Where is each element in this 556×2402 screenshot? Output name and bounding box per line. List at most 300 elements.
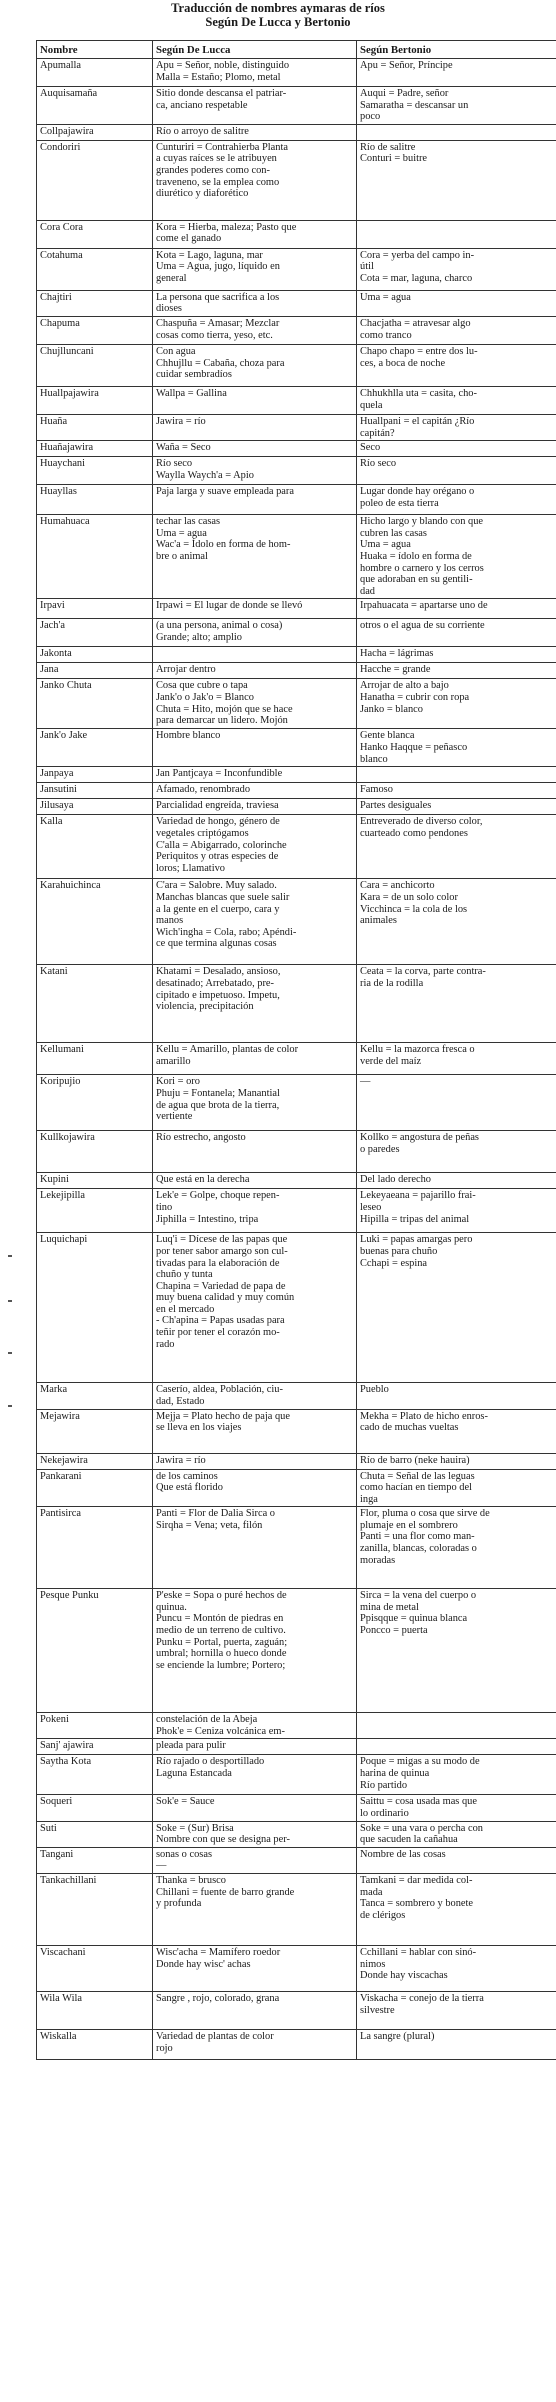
cell-name: Kullkojawira — [37, 1131, 153, 1173]
cell-bertonio — [357, 344, 556, 386]
cell-name: Pankarani — [37, 1469, 153, 1507]
cell-line: — — [360, 1076, 371, 1088]
cell-lucca — [153, 1233, 357, 1383]
cell-bertonio — [357, 767, 556, 783]
cell-line: (a una persona, animal o cosa) — [156, 620, 283, 632]
cell-name: Pantisirca — [37, 1507, 153, 1589]
cell-bertonio — [357, 316, 556, 344]
cell-line: Variedad de hongo, género de — [156, 816, 280, 828]
cell-name: Janko Chuta — [37, 679, 153, 729]
cell-lucca — [153, 1453, 357, 1469]
cell-line: Uma = agua — [156, 527, 207, 539]
cell-line: Auqui = Padre, señor — [360, 88, 449, 99]
cell-name: Koripujio — [37, 1075, 153, 1131]
cell-lucca — [153, 799, 357, 815]
cell-line: Cchapi = espina — [360, 1257, 428, 1269]
cell-line: Río de salitre — [360, 141, 416, 153]
cell-line: Kollko = angostura de peñas — [360, 1132, 479, 1144]
cell-line: Río o arroyo de salitre — [156, 125, 249, 137]
cell-line: Kota = Lago, laguna, mar — [156, 249, 263, 261]
cell-line: Parcialidad engreída, traviesa — [156, 800, 279, 812]
cell-line: inga — [360, 1493, 378, 1505]
cell-name: Jansutini — [37, 783, 153, 799]
cell-line: - Ch'apina = Papas usadas para — [156, 1315, 285, 1327]
table-row — [37, 767, 556, 783]
cell-line: Waña = Seco — [156, 442, 211, 454]
cell-lucca — [153, 1589, 357, 1713]
cell-line: otros o el agua de su corriente — [360, 620, 485, 632]
cell-line: quela — [360, 399, 383, 411]
cell-line: Sangre , rojo, colorado, grana — [156, 1993, 280, 2005]
cell-name: Huallpajawira — [37, 386, 153, 414]
cell-line: Laguna Estancada — [156, 1768, 232, 1780]
cell-line: de agua que brota de la tierra, — [156, 1099, 280, 1111]
cell-line: Vicchinca = la cola de los — [360, 903, 468, 915]
cell-line: Grande; alto; amplio — [156, 631, 242, 643]
cell-line: vertiente — [156, 1111, 193, 1123]
cell-lucca — [153, 1713, 357, 1739]
cell-name: Huayllas — [37, 485, 153, 515]
cell-line: diurético y diaforético — [156, 188, 249, 200]
cell-lucca — [153, 1075, 357, 1131]
cell-name: Cora Cora — [37, 220, 153, 248]
cell-line: Cchillani = hablar con sinó- — [360, 1947, 477, 1959]
table-row — [37, 290, 556, 316]
table-header-row — [37, 41, 556, 59]
cell-line: Wich'ingha = Cola, rabo; Apéndi- — [156, 926, 297, 938]
cell-bertonio — [357, 515, 556, 599]
cell-line: útil — [360, 261, 374, 273]
table-row — [37, 485, 556, 515]
cell-name: Jana — [37, 663, 153, 679]
cell-line: C'alla = Abigarrado, colorinche — [156, 839, 287, 851]
cell-line: Río seco — [156, 458, 193, 470]
cell-line: desatinado; Arrebatado, pre- — [156, 977, 275, 989]
cell-line: Samaratha = descansar un — [360, 99, 469, 111]
cell-line: blanco — [360, 753, 388, 765]
cell-line: manos — [156, 915, 184, 927]
cell-line: Manchas blancas que suele salir — [156, 891, 290, 903]
cell-line: tivadas para la elaboración de — [156, 1257, 280, 1269]
cell-line: Phuju = Fontanela; Manantial — [156, 1087, 280, 1099]
cell-line: animales — [360, 915, 397, 927]
cell-bertonio — [357, 1713, 556, 1739]
cell-line: Kori = oro — [156, 1076, 200, 1088]
cell-bertonio — [357, 2030, 556, 2060]
cell-line: mina de metal — [360, 1601, 419, 1613]
table-row — [37, 248, 556, 290]
cell-bertonio — [357, 1507, 556, 1589]
cell-lucca — [153, 2030, 357, 2060]
table-row — [37, 1847, 556, 1873]
cell-line: Cora = yerba del campo in- — [360, 249, 475, 261]
cell-line: rado — [156, 1338, 175, 1350]
table-row — [37, 1131, 556, 1173]
margin-mark — [8, 1352, 12, 1354]
cell-bertonio — [357, 140, 556, 220]
table-row — [37, 1507, 556, 1589]
table-row — [37, 815, 556, 879]
cell-line: umbral; hornilla o hueco donde — [156, 1648, 287, 1660]
table-row — [37, 457, 556, 485]
cell-bertonio — [357, 59, 556, 87]
table-row — [37, 663, 556, 679]
cell-line: Chuta = Hito, mojón que se hace — [156, 703, 293, 715]
cell-line: general — [156, 272, 187, 284]
table-row — [37, 1189, 556, 1233]
cell-line: constelación de la Abeja — [156, 1714, 258, 1726]
column-header-name: Nombre — [37, 41, 153, 59]
cell-name: Huañajawira — [37, 441, 153, 457]
cell-line: techar las casas — [156, 516, 221, 528]
cell-name: Apumalla — [37, 59, 153, 87]
cell-line: Hipilla = tripas del animal — [360, 1213, 470, 1225]
cell-line: Viskacha = conejo de la tierra — [360, 1993, 484, 2005]
cell-bertonio — [357, 1131, 556, 1173]
cell-line: dad, Estado — [156, 1395, 205, 1407]
cell-line: Ppisqque = quinua blanca — [360, 1613, 468, 1625]
cell-line: Hanatha = cubrir con ropa — [360, 691, 470, 703]
table-row — [37, 783, 556, 799]
table-row — [37, 140, 556, 220]
cell-line: Río seco — [360, 458, 397, 470]
cell-bertonio — [357, 1795, 556, 1821]
cell-line: Famoso — [360, 784, 393, 796]
cell-line: Jan Pantjcaya = Inconfundible — [156, 768, 283, 780]
cell-name: Soqueri — [37, 1795, 153, 1821]
cell-lucca — [153, 441, 357, 457]
cell-line: silvestre — [360, 2004, 395, 2016]
cell-line: Chuta = Señal de las leguas — [360, 1470, 475, 1482]
title-line-1: Traducción de nombres aymaras de ríos — [171, 1, 385, 15]
cell-name: Irpavi — [37, 599, 153, 619]
table-row — [37, 1409, 556, 1453]
cell-lucca — [153, 248, 357, 290]
cell-line: Cota = mar, laguna, charco — [360, 272, 473, 284]
cell-line: Mejja = Plato hecho de paja que — [156, 1410, 290, 1422]
cell-lucca — [153, 783, 357, 799]
cell-line: grandes poderes como con- — [156, 164, 270, 176]
cell-line: se lleva en los viajes — [156, 1422, 242, 1434]
column-header-bertonio: Según Bertonio — [357, 41, 556, 59]
cell-line: y profunda — [156, 1898, 202, 1910]
cell-line: Soke = una vara o percha con — [360, 1822, 483, 1834]
cell-line: Lek'e = Golpe, choque repen- — [156, 1190, 280, 1202]
cell-line: Huallpani = el capitán ¿Río — [360, 415, 475, 427]
cell-line: Periquitos y otras especies de — [156, 851, 279, 863]
table-row — [37, 1795, 556, 1821]
cell-line: cubren las casas — [360, 527, 427, 539]
cell-line: Lugar donde hay orégano o — [360, 486, 475, 498]
cell-name: Kalla — [37, 815, 153, 879]
cell-name: Collpajawira — [37, 124, 153, 140]
cell-line: Jiphilla = Intestino, tripa — [156, 1213, 259, 1225]
table-row — [37, 1874, 556, 1946]
cell-line: Afamado, renombrado — [156, 784, 251, 796]
cell-name: Jank'o Jake — [37, 729, 153, 767]
cell-bertonio — [357, 386, 556, 414]
cell-line: loros; Llamativo — [156, 862, 225, 874]
table-row — [37, 729, 556, 767]
cell-line: tino — [156, 1201, 173, 1213]
cell-bertonio — [357, 290, 556, 316]
cell-lucca — [153, 220, 357, 248]
cell-bertonio — [357, 599, 556, 619]
cell-line: Thanka = brusco — [156, 1875, 226, 1887]
cell-bertonio — [357, 1409, 556, 1453]
cell-bertonio — [357, 1043, 556, 1075]
cell-line: Río estrecho, angosto — [156, 1132, 246, 1144]
cell-line: como hacían en tiempo del — [360, 1482, 472, 1494]
cell-line: Panti = una flor como man- — [360, 1531, 475, 1543]
cell-lucca — [153, 729, 357, 767]
cell-name: Viscachani — [37, 1946, 153, 1992]
cell-line: Seco — [360, 442, 381, 454]
cell-line: Nombre de las cosas — [360, 1848, 446, 1860]
cell-name: Jach'a — [37, 619, 153, 647]
table-row — [37, 1075, 556, 1131]
cell-bertonio — [357, 815, 556, 879]
cell-line: cuidar sembradíos — [156, 369, 232, 381]
cell-bertonio — [357, 414, 556, 440]
table-row — [37, 441, 556, 457]
cell-bertonio — [357, 1821, 556, 1847]
cell-line: Partes desiguales — [360, 800, 432, 812]
cell-lucca — [153, 344, 357, 386]
table-row — [37, 799, 556, 815]
cell-lucca — [153, 619, 357, 647]
cell-line: Jawira = río — [156, 415, 206, 427]
cell-name: Tankachillani — [37, 1874, 153, 1946]
cell-line: Kara = de un solo color — [360, 891, 458, 903]
cell-name: Mejawira — [37, 1409, 153, 1453]
cell-line: Chhujllu = Cabaña, choza para — [156, 357, 285, 369]
table-row — [37, 1043, 556, 1075]
cell-line: poleo de esta tierra — [360, 497, 439, 509]
cell-bertonio — [357, 220, 556, 248]
cell-lucca — [153, 647, 357, 663]
cell-line: Hanko Haqque = peñasco — [360, 741, 468, 753]
table-row — [37, 879, 556, 965]
cell-line: Wisc'acha = Mamífero roedor — [156, 1947, 281, 1959]
cell-line: cosas como tierra, yeso, etc. — [156, 329, 273, 341]
table-row — [37, 619, 556, 647]
cell-bertonio — [357, 1874, 556, 1946]
cell-line: dioses — [156, 303, 182, 315]
table-row — [37, 344, 556, 386]
cell-lucca — [153, 1469, 357, 1507]
cell-line: ce que termina algunas cosas — [156, 938, 277, 950]
cell-line: Sitio donde descansa el patriar- — [156, 88, 287, 99]
cell-line: Del lado derecho — [360, 1174, 431, 1186]
cell-name: Suti — [37, 1821, 153, 1847]
cell-bertonio — [357, 1469, 556, 1507]
cell-line: Donde hay viscachas — [360, 1970, 448, 1982]
cell-line: Punku = Portal, puerta, zaguán; — [156, 1636, 288, 1648]
table-row — [37, 1713, 556, 1739]
cell-name: Katani — [37, 965, 153, 1043]
margin-mark — [8, 1405, 12, 1407]
cell-line: Phok'e = Ceniza volcánica em- — [156, 1725, 285, 1737]
cell-lucca — [153, 679, 357, 729]
cell-line: mada — [360, 1886, 383, 1898]
cell-line: Khatami = Desalado, ansioso, — [156, 966, 281, 978]
margin-mark — [8, 1300, 12, 1302]
cell-bertonio — [357, 679, 556, 729]
table-row — [37, 1233, 556, 1383]
cell-line: lo ordinario — [360, 1808, 409, 1820]
cell-bertonio — [357, 1589, 556, 1713]
cell-name: Marka — [37, 1383, 153, 1409]
cell-line: ces, a boca de noche — [360, 357, 446, 369]
cell-bertonio — [357, 1383, 556, 1409]
cell-line: buenas para chuño — [360, 1245, 438, 1257]
cell-line: La persona que sacrifica a los — [156, 291, 280, 303]
cell-line: Poque = migas a su modo de — [360, 1756, 480, 1768]
cell-line: cado de muchas vueltas — [360, 1422, 459, 1434]
cell-name: Chajtiri — [37, 290, 153, 316]
cell-lucca — [153, 1755, 357, 1795]
cell-bertonio — [357, 1755, 556, 1795]
cell-line: Nombre con que se designa per- — [156, 1834, 290, 1846]
cell-name: Chujlluncani — [37, 344, 153, 386]
cell-line: Chapina = Variedad de papa de — [156, 1280, 286, 1292]
margin-mark — [8, 1255, 12, 1257]
table-row — [37, 1589, 556, 1713]
cell-bertonio — [357, 783, 556, 799]
cell-line: Que está en la derecha — [156, 1174, 250, 1186]
cell-name: Tangani — [37, 1847, 153, 1873]
cell-line: cuarteado como pendones — [360, 827, 468, 839]
cell-lucca — [153, 1795, 357, 1821]
cell-name: Kupini — [37, 1173, 153, 1189]
cell-bertonio — [357, 647, 556, 663]
cell-line: — — [156, 1860, 167, 1872]
cell-bertonio — [357, 1233, 556, 1383]
cell-line: se enciende la lumbre; Portero; — [156, 1659, 286, 1671]
cell-line: Hicho largo y blando con que — [360, 516, 484, 528]
title-line-2: Según De Lucca y Bertonio — [205, 15, 351, 29]
cell-line: Luq'i = Dícese de las papas que — [156, 1234, 288, 1246]
cell-line: Que está florido — [156, 1482, 223, 1494]
cell-line: La sangre (plural) — [360, 2031, 435, 2043]
cell-bertonio — [357, 1075, 556, 1131]
cell-line: Chapo chapo = entre dos lu- — [360, 345, 478, 357]
cell-lucca — [153, 140, 357, 220]
cell-name: Janpaya — [37, 767, 153, 783]
cell-lucca — [153, 1739, 357, 1755]
cell-line: Luki = papas amargas pero — [360, 1234, 473, 1246]
cell-name: Nekejawira — [37, 1453, 153, 1469]
cell-bertonio — [357, 619, 556, 647]
cell-line: capitán? — [360, 427, 395, 439]
cell-line: Ceata = la corva, parte contra- — [360, 966, 486, 978]
cell-line: Donde hay wisc' achas — [156, 1958, 251, 1970]
table-row — [37, 2030, 556, 2060]
cell-lucca — [153, 457, 357, 485]
cell-line: Uma = agua — [360, 539, 411, 551]
cell-name: Lekejipilla — [37, 1189, 153, 1233]
cell-line: Tanca = sombrero y bonete — [360, 1898, 474, 1910]
table-row — [37, 414, 556, 440]
table-row — [37, 1453, 556, 1469]
cell-name: Chapuma — [37, 316, 153, 344]
cell-lucca — [153, 965, 357, 1043]
cell-line: a cuyas raíces se le atribuyen — [156, 153, 277, 165]
cell-line: que sacuden la cañahua — [360, 1834, 458, 1846]
cell-line: hombre o carnero y los cerros — [360, 562, 484, 574]
cell-lucca — [153, 316, 357, 344]
cell-line: para demarcar un lidero. Mojón — [156, 715, 288, 727]
cell-line: Tamkani = dar medida col- — [360, 1875, 473, 1887]
cell-bertonio — [357, 457, 556, 485]
cell-line: Janko = blanco — [360, 703, 423, 715]
cell-lucca — [153, 485, 357, 515]
cell-line: Conturi = buitre — [360, 153, 428, 165]
cell-lucca — [153, 1173, 357, 1189]
table-row — [37, 1469, 556, 1507]
cell-lucca — [153, 1847, 357, 1873]
cell-bertonio — [357, 879, 556, 965]
cell-bertonio — [357, 1189, 556, 1233]
cell-lucca — [153, 87, 357, 125]
cell-line: Chhukhlla uta = casita, cho- — [360, 387, 477, 399]
cell-line: nimos — [360, 1958, 386, 1970]
cell-line: leseo — [360, 1201, 382, 1213]
cell-name: Wila Wila — [37, 1992, 153, 2030]
cell-line: Caserío, aldea, Población, ciu- — [156, 1384, 283, 1396]
cell-line: plumaje en el sombrero — [360, 1519, 458, 1531]
table-row — [37, 965, 556, 1043]
cell-line: Wallpa = Gallina — [156, 387, 227, 399]
cell-line: quinua. — [156, 1601, 187, 1613]
cell-line: Apu = Señor, noble, distinguido — [156, 60, 290, 71]
cell-bertonio — [357, 1453, 556, 1469]
cell-line: Puncu = Montón de piedras en — [156, 1613, 284, 1625]
cell-lucca — [153, 290, 357, 316]
cell-line: teñir por tener el corazón mo- — [156, 1327, 280, 1339]
cell-lucca — [153, 1383, 357, 1409]
cell-line: Huaka = ídolo en forma de — [360, 550, 472, 562]
table-row — [37, 599, 556, 619]
cell-name: Karahuichinca — [37, 879, 153, 965]
cell-line: medio de un terreno de cultivo. — [156, 1625, 286, 1637]
cell-line: Sok'e = Sauce — [156, 1796, 215, 1808]
cell-line: Hombre blanco — [156, 730, 221, 742]
cell-line: Kellu = la mazorca fresca o — [360, 1044, 475, 1056]
cell-line: zanilla, blancas, coloradas o — [360, 1543, 477, 1555]
cell-lucca — [153, 663, 357, 679]
cell-line: Chillani = fuente de barro grande — [156, 1886, 295, 1898]
cell-line: P'eske = Sopa o puré hechos de — [156, 1590, 287, 1602]
table-row — [37, 1821, 556, 1847]
table-row — [37, 220, 556, 248]
document-title — [0, 0, 556, 32]
cell-line: Arrojar dentro — [156, 664, 216, 676]
cell-lucca — [153, 767, 357, 783]
cell-bertonio — [357, 729, 556, 767]
table-row — [37, 1383, 556, 1409]
cell-lucca — [153, 59, 357, 87]
table-row — [37, 386, 556, 414]
cell-line: Paja larga y suave empleada para — [156, 486, 294, 498]
cell-name: Humahuaca — [37, 515, 153, 599]
cell-name: Sanj' ajawira — [37, 1739, 153, 1755]
cell-lucca — [153, 1043, 357, 1075]
cell-lucca — [153, 1507, 357, 1589]
cell-bertonio — [357, 965, 556, 1043]
cell-line: harina de quinua — [360, 1768, 430, 1780]
